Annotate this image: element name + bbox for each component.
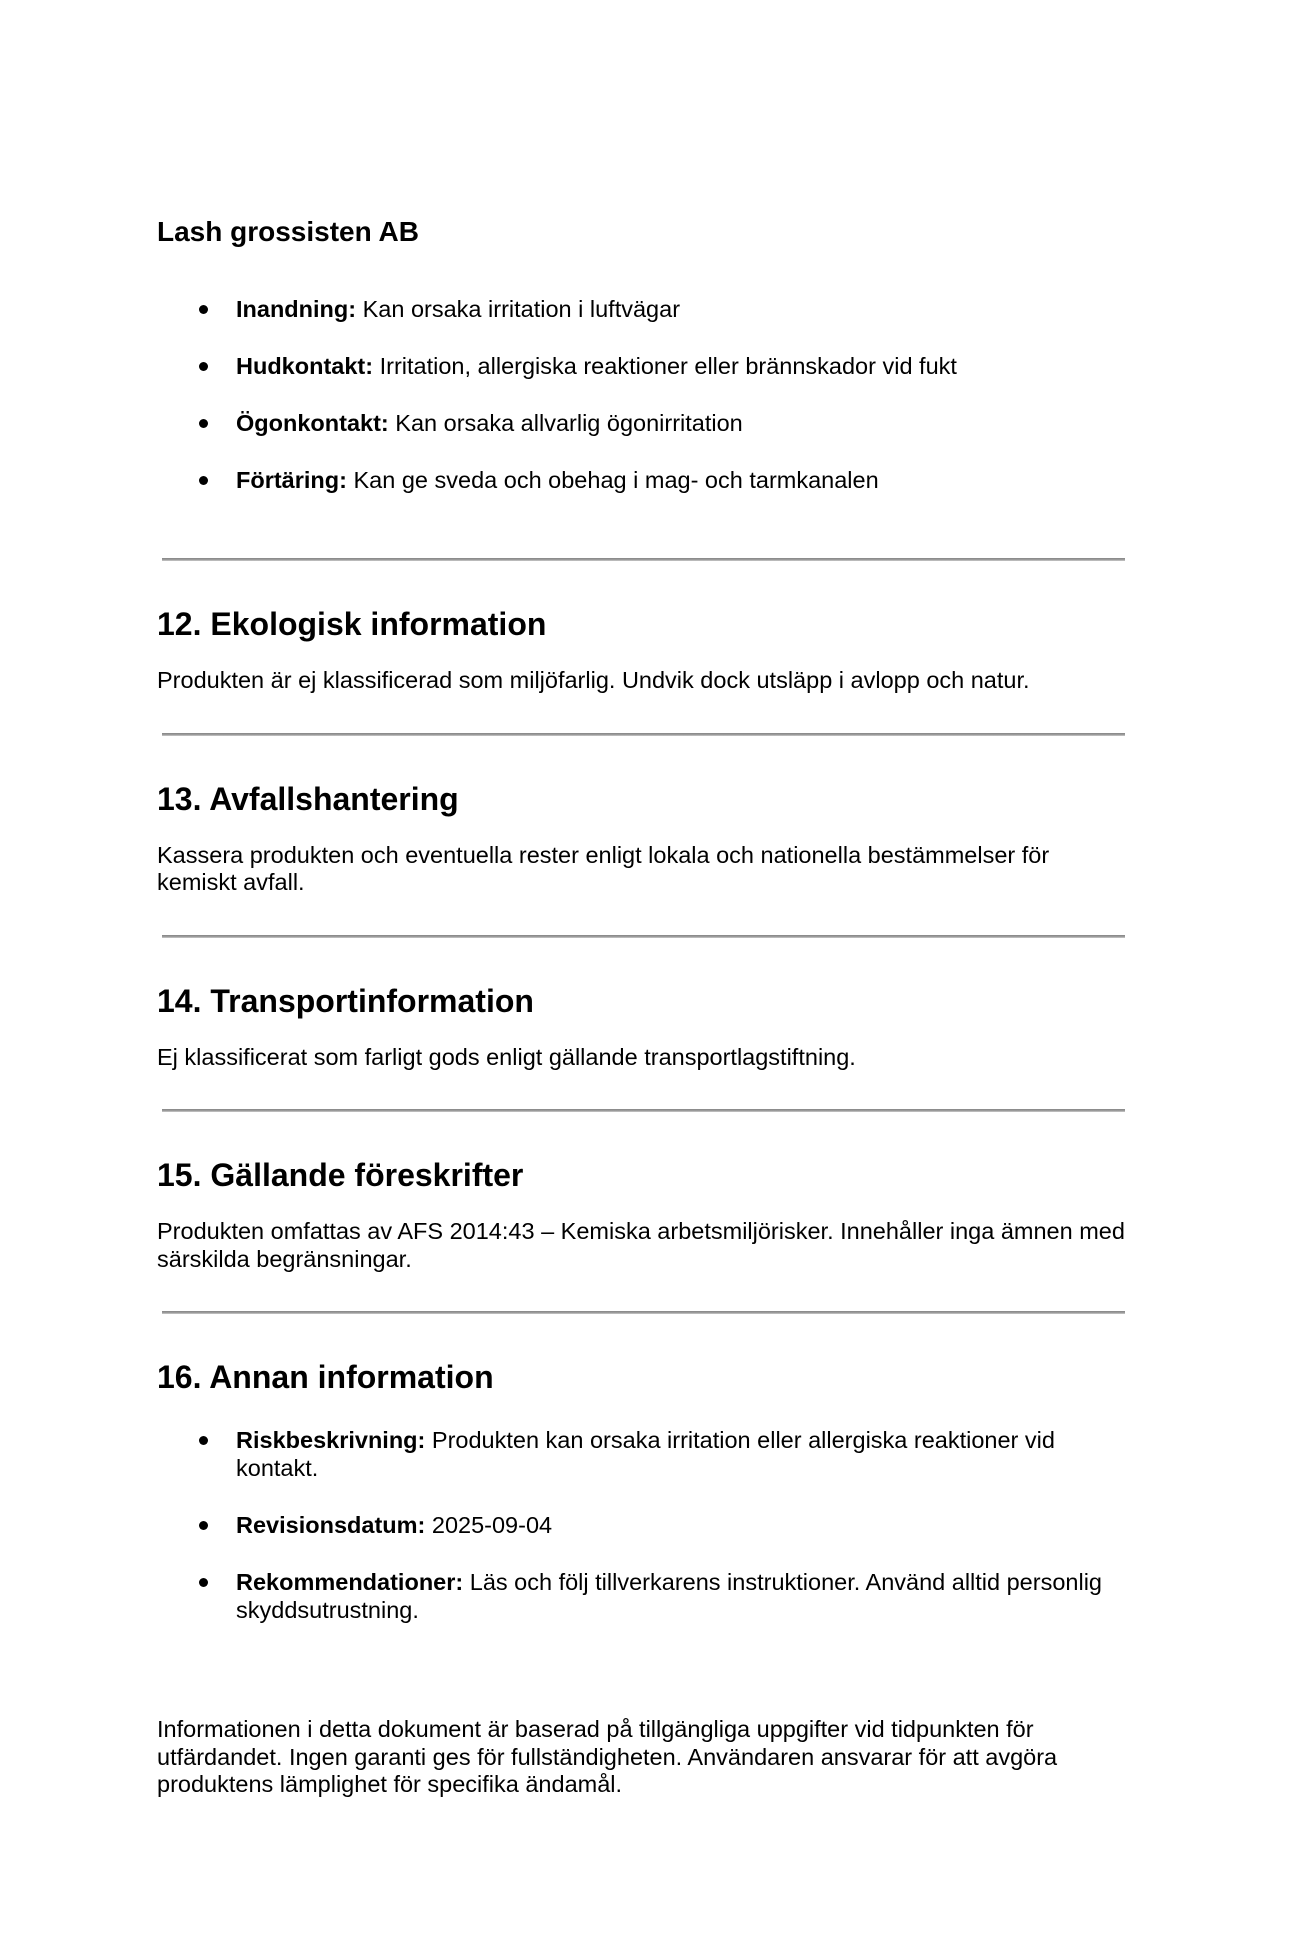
- bullet-label: Riskbeskrivning:: [236, 1427, 426, 1453]
- list-item: [236, 1568, 1125, 1624]
- section-heading-13: 13. Avfallshantering: [157, 780, 459, 817]
- disclaimer-text: Informationen i detta dokument är baserad på tillgängliga uppgifter vid tidpunkten för utfärdandet. Ingen garanti ges för fullständigheten. Användaren ansvarar för att avgöra produktens lämplighet för specifika ändamål.: [157, 1716, 1058, 1797]
- company-header: Lash grossisten AB: [157, 216, 419, 247]
- section-body-13: Kassera produkten och eventuella rester enligt lokala och nationella bestämmelser för kemiskt avfall.: [157, 841, 1050, 895]
- section-body-14: Ej klassificerat som farligt gods enligt gällande transportlagstiftning.: [157, 1043, 856, 1070]
- other-information-list: [157, 1426, 1125, 1624]
- list-item: [236, 1511, 1125, 1539]
- list-item: [236, 295, 1125, 323]
- list-item: [236, 1426, 1125, 1482]
- list-item: [236, 352, 1125, 380]
- section-heading-12: 12. Ekologisk information: [157, 606, 547, 642]
- bullet-text: Kan orsaka allvarlig ögonirritation: [395, 410, 743, 436]
- bullet-label: Rekommendationer:: [236, 1569, 464, 1595]
- section-body-12: Produkten är ej klassificerad som miljöfarlig. Undvik dock utsläpp i avlopp och natur.: [157, 667, 1030, 693]
- bullet-text: Kan orsaka irritation i luftvägar: [362, 296, 681, 322]
- list-item: [236, 466, 1125, 494]
- bullet-label: Ögonkontakt:: [236, 410, 389, 436]
- bullet-text: Kan ge sveda och obehag i mag- och tarmkanalen: [353, 467, 879, 493]
- bullet-text: Produkten kan orsaka irritation eller allergiska reaktioner vid kontakt.: [236, 1427, 1055, 1481]
- section-divider: [162, 733, 1125, 736]
- bullet-label: Inandning:: [236, 296, 357, 322]
- section-heading-16: 16. Annan information: [157, 1359, 494, 1395]
- section-heading-15: 15. Gällande föreskrifter: [157, 1157, 524, 1193]
- bullet-text: Läs och följ tillverkarens instruktioner. Använd alltid personlig skyddsutrustning.: [236, 1569, 1102, 1623]
- bullet-label: Hudkontakt:: [236, 353, 374, 379]
- section-divider: [162, 1109, 1125, 1112]
- section-divider: [162, 1311, 1125, 1314]
- bullet-label: Förtäring:: [236, 467, 347, 493]
- section-heading-14: 14. Transportinformation: [157, 982, 534, 1019]
- bullet-text: 2025-09-04: [431, 1512, 553, 1538]
- hazard-list: [157, 295, 1125, 494]
- bullet-text: Irritation, allergiska reaktioner eller brännskador vid fukt: [379, 353, 957, 379]
- section-divider: [162, 935, 1125, 938]
- bullet-label: Revisionsdatum:: [236, 1512, 426, 1538]
- list-item: [236, 409, 1125, 437]
- section-divider: [162, 558, 1125, 561]
- section-body-15: Produkten omfattas av AFS 2014:43 – Kemiska arbetsmiljörisker. Innehåller inga ämnen med särskilda begränsningar.: [157, 1218, 1125, 1272]
